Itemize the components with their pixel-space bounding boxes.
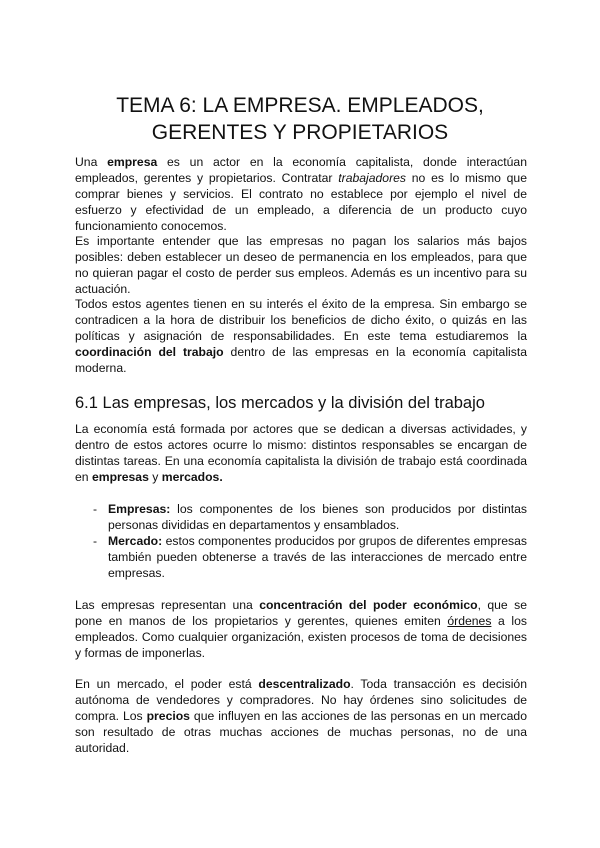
section-heading: 6.1 Las empresas, los mercados y la división del trabajo — [75, 394, 485, 412]
term-coordinacion: coordinación del trabajo — [75, 345, 224, 359]
paragraph-intro: Una empresa es un actor en la economía capitalista, donde interactúan empleados, gerentes y propietarios. Contratar trabajadores no es lo mismo que comprar bienes y servicios. El contrato no establece por ejemplo el nivel de esfuerzo y efectividad de un empleado, a diferencia de un producto cuyo funcionamiento conocemos. — [75, 155, 527, 233]
term-mercados: mercados. — [161, 470, 223, 484]
bullet-dash: - — [93, 502, 98, 516]
paragraph-division: La economía está formada por actores que se dedican a diversas actividades, y dentro de estos actores ocurre lo mismo: distintos responsables se encargan de distintas tareas. En una economía capitalista la división de trabajo está coordinada en empresas y mercados. — [75, 422, 527, 484]
document-page: TEMA 6: LA EMPRESA. EMPLEADOS, GERENTES Y PROPIETARIOS Una empresa es un actor en la economía capitalista, donde interactúan empleados, gerentes y propietarios. Contratar trabajadores no es lo mismo que comprar bienes y servicios. El contrato no establece por ejemplo el nivel de esfuerzo y efectividad de un empleado, a diferencia de un producto cuyo funcionamiento conocemos. Es importante entender que las empresas no pagan los salarios más bajos posibles: deben establecer un deseo de permanencia en los empleados, para que no quieran pagar el costo de perder sus empleos. Además es un incentivo para su actuación. Todos estos agentes tienen en su interés el éxito de la empresa. Sin embargo se contradicen a la hora de distribuir los beneficios de dicho éxito, o quizás en las políticas y asignación de responsabilidades. En este tema estudiaremos la coordinación del trabajo dentro de las empresas en la economía capitalista moderna. 6.1 Las empresas, los mercados y la división del trabajo La economía está formada por actores que se dedican a diversas actividades, y dentro de estos actores ocurre lo mismo: distintos responsables se encargan de distintas tareas. En una economía capitalista la división de trabajo está coordinada en empresas y mercados. - Empresas: los componentes de los bienes son producidos por distintas personas divididas en departamentos y ensamblados. - Mercado: estos componentes producidos por grupos de diferentes empresas también pueden obtenerse a través de las interacciones de mercado entre empresas. Las empresas representan una concentración del poder económico, que se pone en manos de los propietarios y gerentes, quienes emiten órdenes a los empleados. Como cualquier organización, existen procesos de toma de decisiones y formas de imponerlas. En un mercado, el poder está descentralizado. Toda transacción es decisión autónoma de vendedores y compradores. No hay órdenes sino solicitudes de compra. Los precios que influyen en las acciones de las personas en un mercado son resultado de otras muchas acciones de muchas personas, no de una autoridad. — [0, 0, 600, 848]
list-term: Mercado: — [108, 534, 163, 548]
page-title-line-2: GERENTES Y PROPIETARIOS — [151, 121, 449, 144]
page-title-line-1: TEMA 6: LA EMPRESA. EMPLEADOS, — [116, 94, 484, 117]
term-empresas: empresas — [91, 470, 149, 484]
paragraph-salaries: Es importante entender que las empresas no pagan los salarios más bajos posibles: deben establecer un deseo de permanencia en los empleados, para que no quieran pagar el costo de perder sus empleos. Además es un incentivo para su actuación. — [75, 234, 527, 296]
term-ordenes: órdenes — [447, 614, 492, 628]
term-trabajadores: trabajadores — [338, 171, 407, 185]
term-concentracion: concentración del poder económico — [259, 598, 478, 612]
bullet-dash: - — [93, 534, 98, 548]
paragraph-concentration: Las empresas representan una concentración del poder económico, que se pone en manos de los propietarios y gerentes, quienes emiten órdenes a los empleados. Como cualquier organización, existen procesos de toma de decisiones y formas de imponerlas. — [75, 598, 528, 660]
paragraph-agents: Todos estos agentes tienen en su interés el éxito de la empresa. Sin embargo se contradicen a la hora de distribuir los beneficios de dicho éxito, o quizás en las políticas y asignación de responsabilidades. En este tema estudiaremos la coordinación del trabajo dentro de las empresas en la economía capitalista moderna. — [75, 297, 528, 375]
term-precios: precios — [146, 709, 190, 723]
paragraph-market: En un mercado, el poder está descentralizado. Toda transacción es decisión autónoma de vendedores y compradores. No hay órdenes sino solicitudes de compra. Los precios que influyen en las acciones de las personas en un mercado son resultado de otras muchas acciones de muchas personas, no de una autoridad. — [75, 677, 527, 755]
term-empresa: empresa — [107, 155, 158, 169]
list-term: Empresas: — [108, 502, 171, 516]
term-descentralizado: descentralizado — [258, 677, 351, 691]
